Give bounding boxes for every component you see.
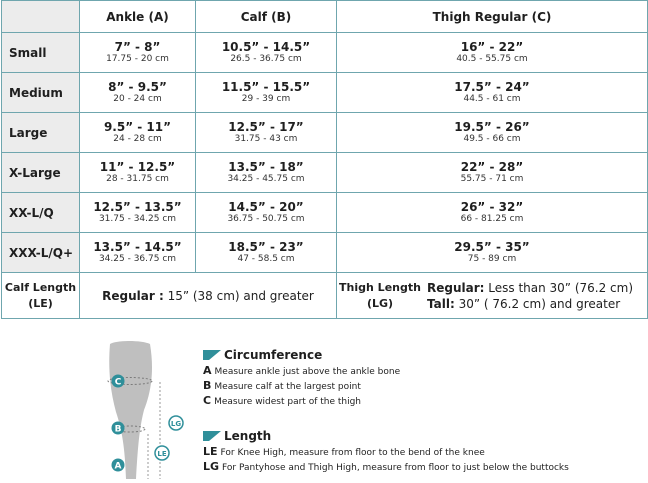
ankle-inches: 8” - 9.5” [108,80,167,94]
marker-a-label: A [114,461,122,472]
header-corner [2,1,80,33]
thigh-inches: 17.5” - 24” [454,80,530,94]
calf-cell [196,73,337,113]
thigh-inches: 19.5” - 26” [454,120,530,134]
legend-text: Measure calf at the largest point [214,382,361,392]
legend-item [203,394,643,409]
flag-icon [203,431,221,441]
length-heading [203,427,643,445]
thigh-regular-label: Regular: [427,280,485,295]
legend-text: For Pantyhose and Thigh High, measure from floor to just below the buttocks [222,463,569,473]
ankle-cell [80,153,196,193]
calf-regular-value: 15” (38 cm) and greater [163,288,314,303]
legend-key: LE [203,445,218,458]
calf-cm: 34.25 - 45.75 cm [227,174,305,184]
legend-item [203,379,643,394]
table-row [2,233,648,273]
ankle-cell [80,193,196,233]
leg-shape [109,341,152,479]
measurement-legend [203,346,643,475]
circumference-heading [203,346,643,364]
ankle-inches: 13.5” - 14.5” [93,240,182,254]
thigh-inches: 22” - 28” [460,160,524,174]
calf-inches: 18.5” - 23” [228,240,304,254]
thigh-cm: 55.75 - 71 cm [460,174,524,184]
legend-key: A [203,364,212,377]
calf-inches: 13.5” - 18” [228,160,304,174]
ankle-cell [80,73,196,113]
calf-cm: 29 - 39 cm [241,94,291,104]
thigh-cm: 75 - 89 cm [467,254,517,264]
thigh-cell [337,113,648,153]
ankle-cell [80,33,196,73]
legend-text: Measure widest part of the thigh [214,397,362,407]
leg-diagram [100,338,200,479]
thigh-cm: 40.5 - 55.75 cm [456,54,528,64]
thigh-cm: 44.5 - 61 cm [463,94,521,104]
calf-cm: 47 - 58.5 cm [237,254,295,264]
ankle-cell [80,233,196,273]
size-label: Large [2,113,80,153]
ankle-cm: 31.75 - 34.25 cm [98,214,177,224]
thigh-length-cell [337,273,648,319]
calf-cm: 31.75 - 43 cm [234,134,298,144]
length-row [2,273,648,319]
legend-item [203,445,643,460]
marker-c-label: C [114,377,122,388]
table-row [2,73,648,113]
calf-length-code: (LE) [28,296,53,310]
ankle-inches: 11” - 12.5” [99,160,176,174]
ankle-cell [80,113,196,153]
ankle-inches: 7” - 8” [114,40,161,54]
legend-key: LG [203,460,220,473]
legend-item [203,364,643,379]
thigh-regular-value: Less than 30” (76.2 cm) [484,280,634,295]
legend-text: For Knee High, measure from floor to the bend of the knee [220,448,485,458]
header-thigh: Thigh Regular (C) [337,1,648,33]
size-label: XX-L/Q [2,193,80,233]
marker-b-label: B [114,424,122,435]
header-ankle: Ankle (A) [80,1,196,33]
ankle-inches: 9.5” - 11” [103,120,172,134]
table-row [2,33,648,73]
thigh-cell [337,33,648,73]
legend-text: Measure ankle just above the ankle bone [214,367,401,377]
thigh-length-code: (LG) [366,296,394,310]
header-calf: Calf (B) [196,1,337,33]
thigh-cm: 49.5 - 66 cm [463,134,521,144]
header-row [2,1,648,33]
calf-length-label [2,273,80,319]
size-label: Medium [2,73,80,113]
size-chart-table [1,0,648,319]
thigh-length-title: Thigh Length [339,280,421,294]
calf-regular-label: Regular : [102,288,164,303]
size-label: Small [2,33,80,73]
ankle-inches: 12.5” - 13.5” [93,200,182,214]
calf-cell [196,193,337,233]
calf-cm: 36.75 - 50.75 cm [227,214,305,224]
calf-cell [196,113,337,153]
calf-cell [196,233,337,273]
legend-key: C [203,394,212,407]
thigh-cell [337,193,648,233]
table-row [2,153,648,193]
size-label: XXX-L/Q+ [2,233,80,273]
ankle-cm: 24 - 28 cm [113,134,162,144]
table-row [2,193,648,233]
thigh-cell [337,233,648,273]
legend-item [203,460,643,475]
thigh-length-label [337,280,423,312]
thigh-inches: 16” - 22” [460,40,524,54]
thigh-cell [337,73,648,113]
calf-inches: 14.5” - 20” [228,200,304,214]
calf-inches: 11.5” - 15.5” [221,80,311,94]
thigh-inches: 26” - 32” [460,200,524,214]
ankle-cm: 17.75 - 20 cm [106,54,169,64]
thigh-length-value [423,280,633,312]
calf-length-title: Calf Length [4,280,77,294]
calf-cell [196,33,337,73]
size-label: X-Large [2,153,80,193]
marker-le-label: LE [157,450,167,458]
table-row [2,113,648,153]
leg-illustration [100,338,200,479]
calf-cm: 26.5 - 36.75 cm [230,54,302,64]
calf-inches: 10.5” - 14.5” [221,40,311,54]
thigh-cm: 66 - 81.25 cm [460,214,524,224]
thigh-tall-label: Tall: [427,296,455,311]
thigh-cell [337,153,648,193]
thigh-inches: 29.5” - 35” [454,240,530,254]
thigh-tall-value: 30” ( 76.2 cm) and greater [454,296,621,311]
ankle-cm: 20 - 24 cm [113,94,162,104]
calf-cell [196,153,337,193]
legend-key: B [203,379,212,392]
ankle-cm: 34.25 - 36.75 cm [98,254,177,264]
calf-length-value [80,273,337,319]
ankle-cm: 28 - 31.75 cm [106,174,169,184]
length-title: Length [224,429,272,443]
marker-lg-label: LG [170,420,182,428]
flag-icon [203,350,221,360]
circumference-title: Circumference [224,348,323,362]
calf-inches: 12.5” - 17” [228,120,304,134]
